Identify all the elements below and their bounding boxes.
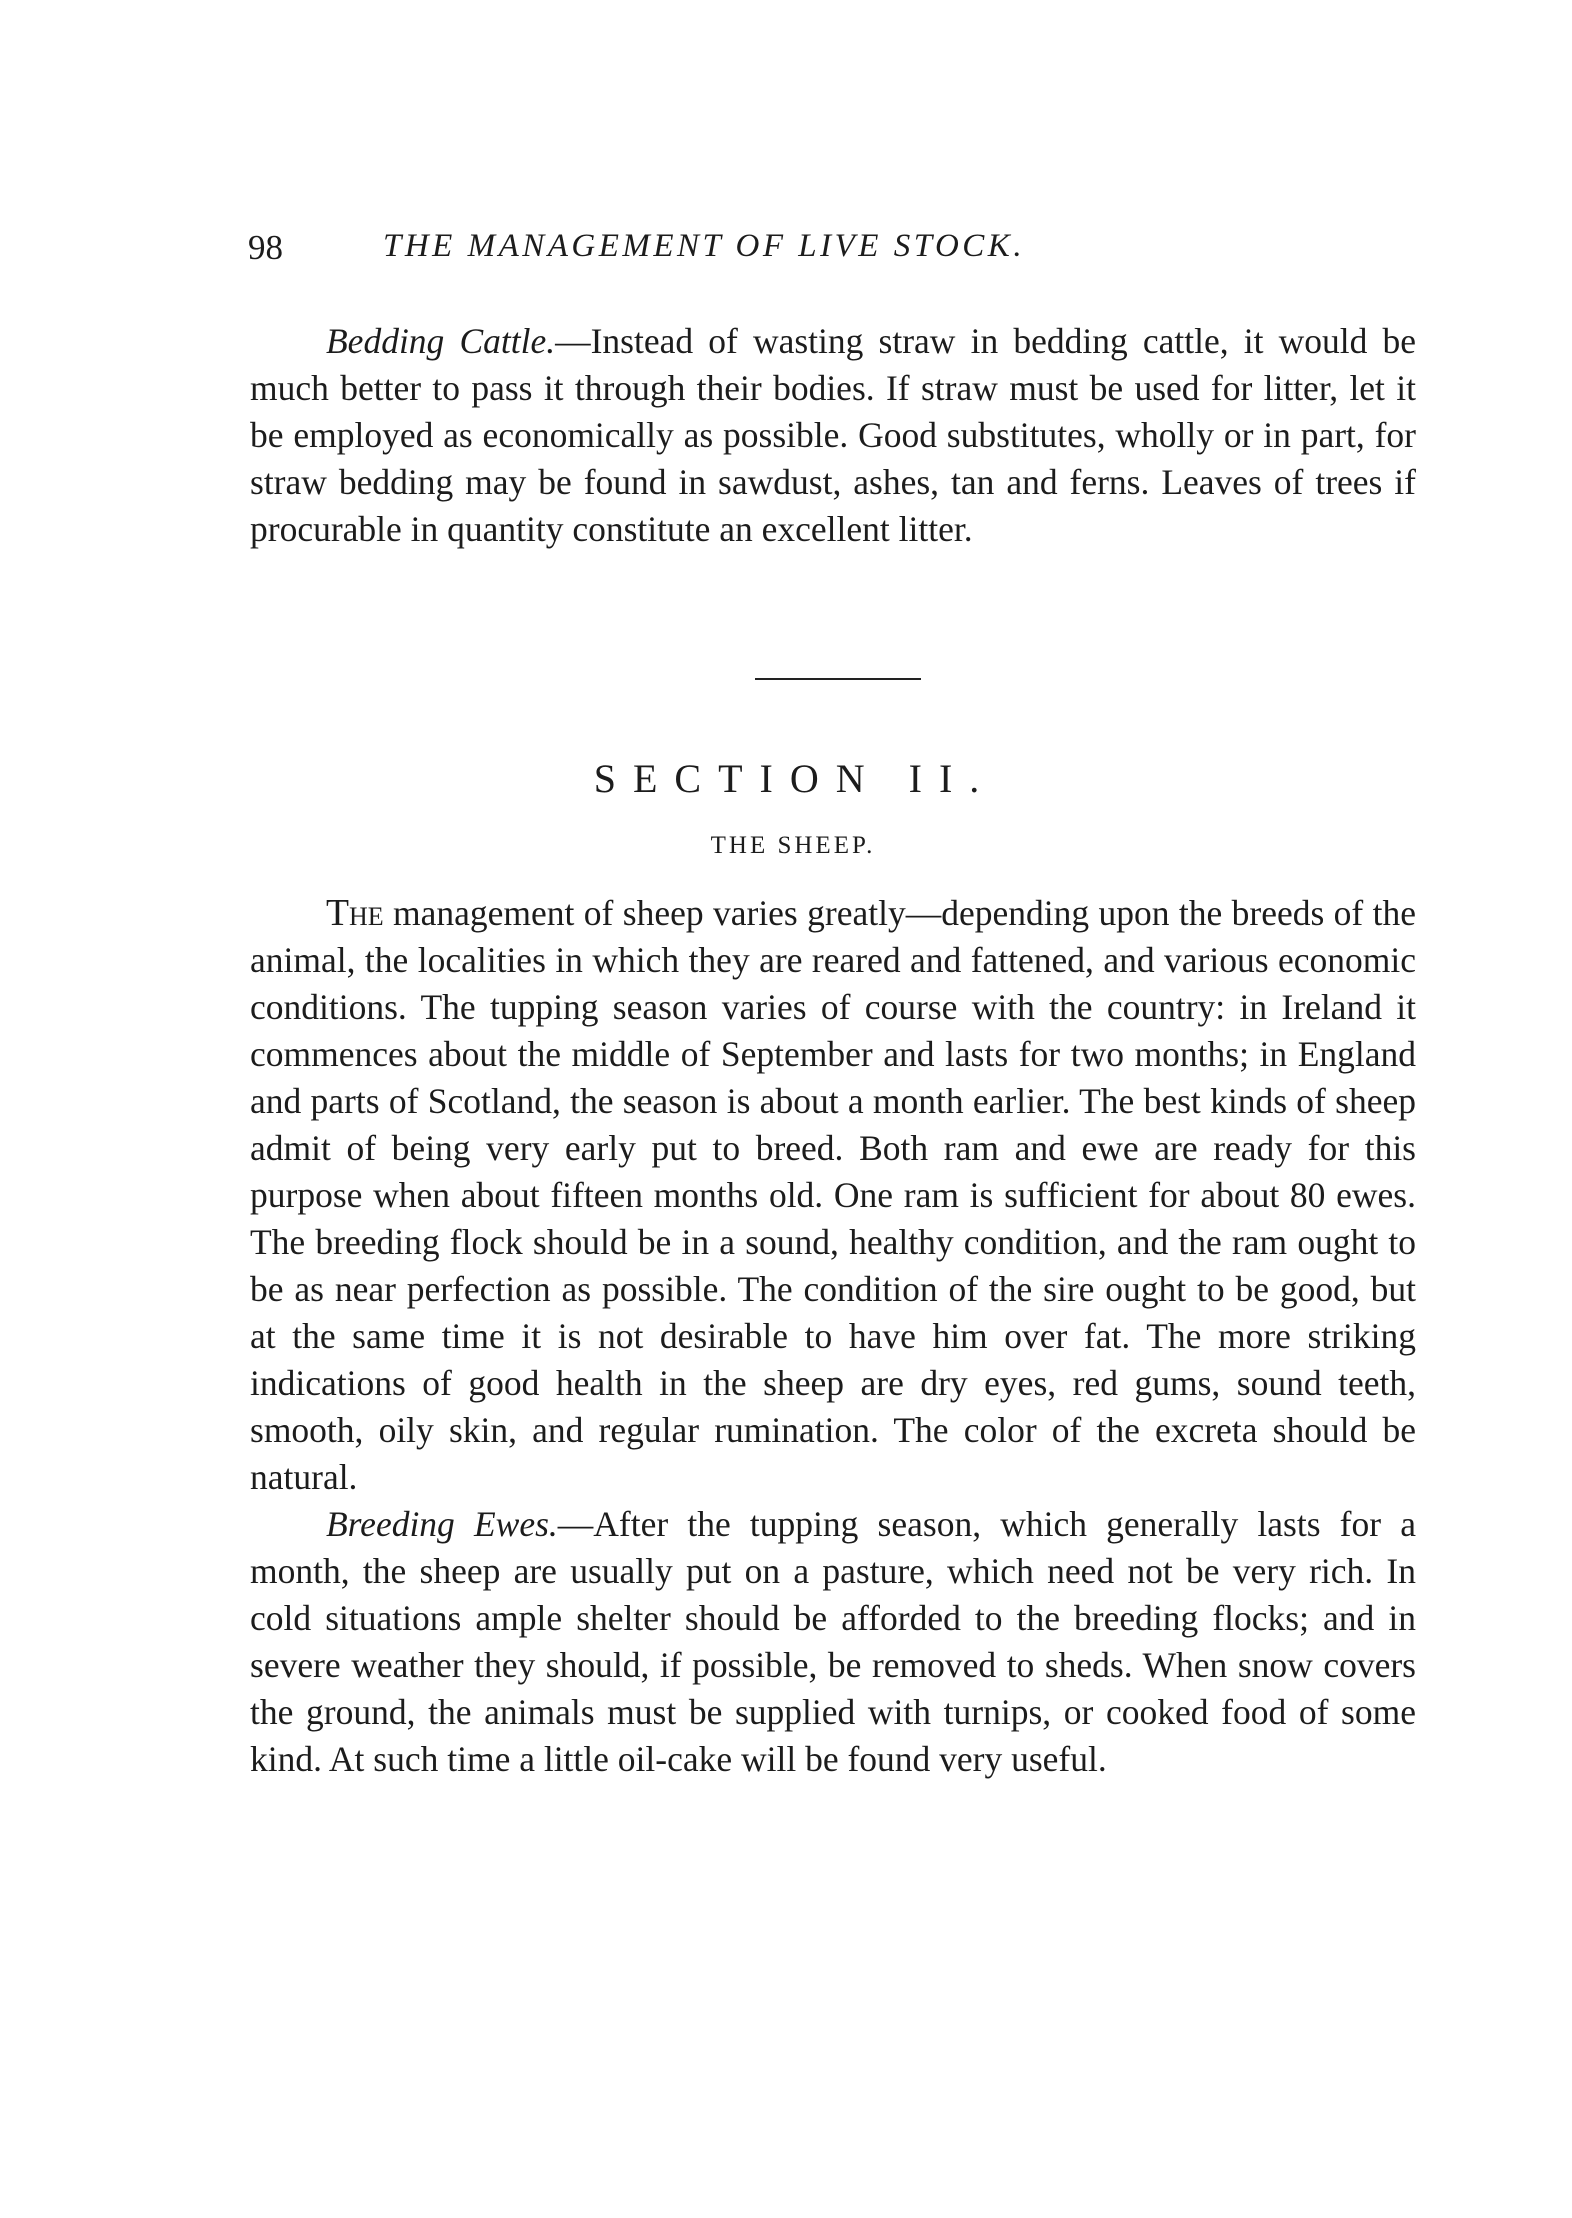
- paragraph-sheep-management: [250, 890, 1416, 1501]
- section-divider-rule: [755, 678, 921, 680]
- page-number: 98: [248, 228, 283, 267]
- paragraph-run-head: Breeding Ewes.: [326, 1504, 558, 1544]
- paragraph-bedding-cattle: [250, 318, 1416, 553]
- running-title: THE MANAGEMENT OF LIVE STOCK.: [383, 228, 1026, 264]
- text-block-top: [250, 318, 1416, 553]
- section-heading: SECTION II.: [593, 756, 997, 801]
- paragraph-breeding-ewes: [250, 1501, 1416, 1783]
- paragraph-body: —Instead of wasting straw in bedding cattle, it would be much better to pass it through their bodies. If straw must be used for litter, let it be employed as economically as possible. Good substitutes, wholly or in part, for straw bedding may be found in sawdust, ashes, tan and ferns. Leaves of trees if procurable in quantity constitute an excellent litter.: [250, 321, 1416, 549]
- paragraph-body: —After the tupping season, which generally lasts for a month, the sheep are usually put on a pasture, which need not be very rich. In cold situations ample shelter should be afforded to the breeding flocks; and in severe weather they should, if possible, be removed to sheds. When snow covers the ground, the animals must be supplied with turnips, or cooked food of some kind. At such time a little oil-cake will be found very useful.: [250, 1504, 1416, 1779]
- running-head: [248, 228, 1408, 272]
- section-subheading: THE SHEEP.: [710, 832, 876, 859]
- paragraph-lead-word: The: [326, 892, 384, 934]
- paragraph-run-head: Bedding Cattle.: [326, 321, 556, 361]
- paragraph-body: management of sheep varies greatly—depending upon the breeds of the animal, the localities in which they are reared and fattened, and various economic conditions. The tupping season varies of course with the country: in Ireland it commences about the middle of September and lasts for two months; in England and parts of Scotland, the season is about a month earlier. The best kinds of sheep admit of being very early put to breed. Both ram and ewe are ready for this purpose when about fifteen months old. One ram is sufficient for about 80 ewes. The breeding flock should be in a sound, healthy condition, and the ram ought to be as near perfection as possible. The condition of the sire ought to be good, but at the same time it is not desirable to have him over fat. The more striking indications of good health in the sheep are dry eyes, red gums, sound teeth, smooth, oily skin, and regular rumination. The color of the excreta should be natural.: [250, 893, 1416, 1497]
- text-block-bottom: [250, 890, 1416, 1783]
